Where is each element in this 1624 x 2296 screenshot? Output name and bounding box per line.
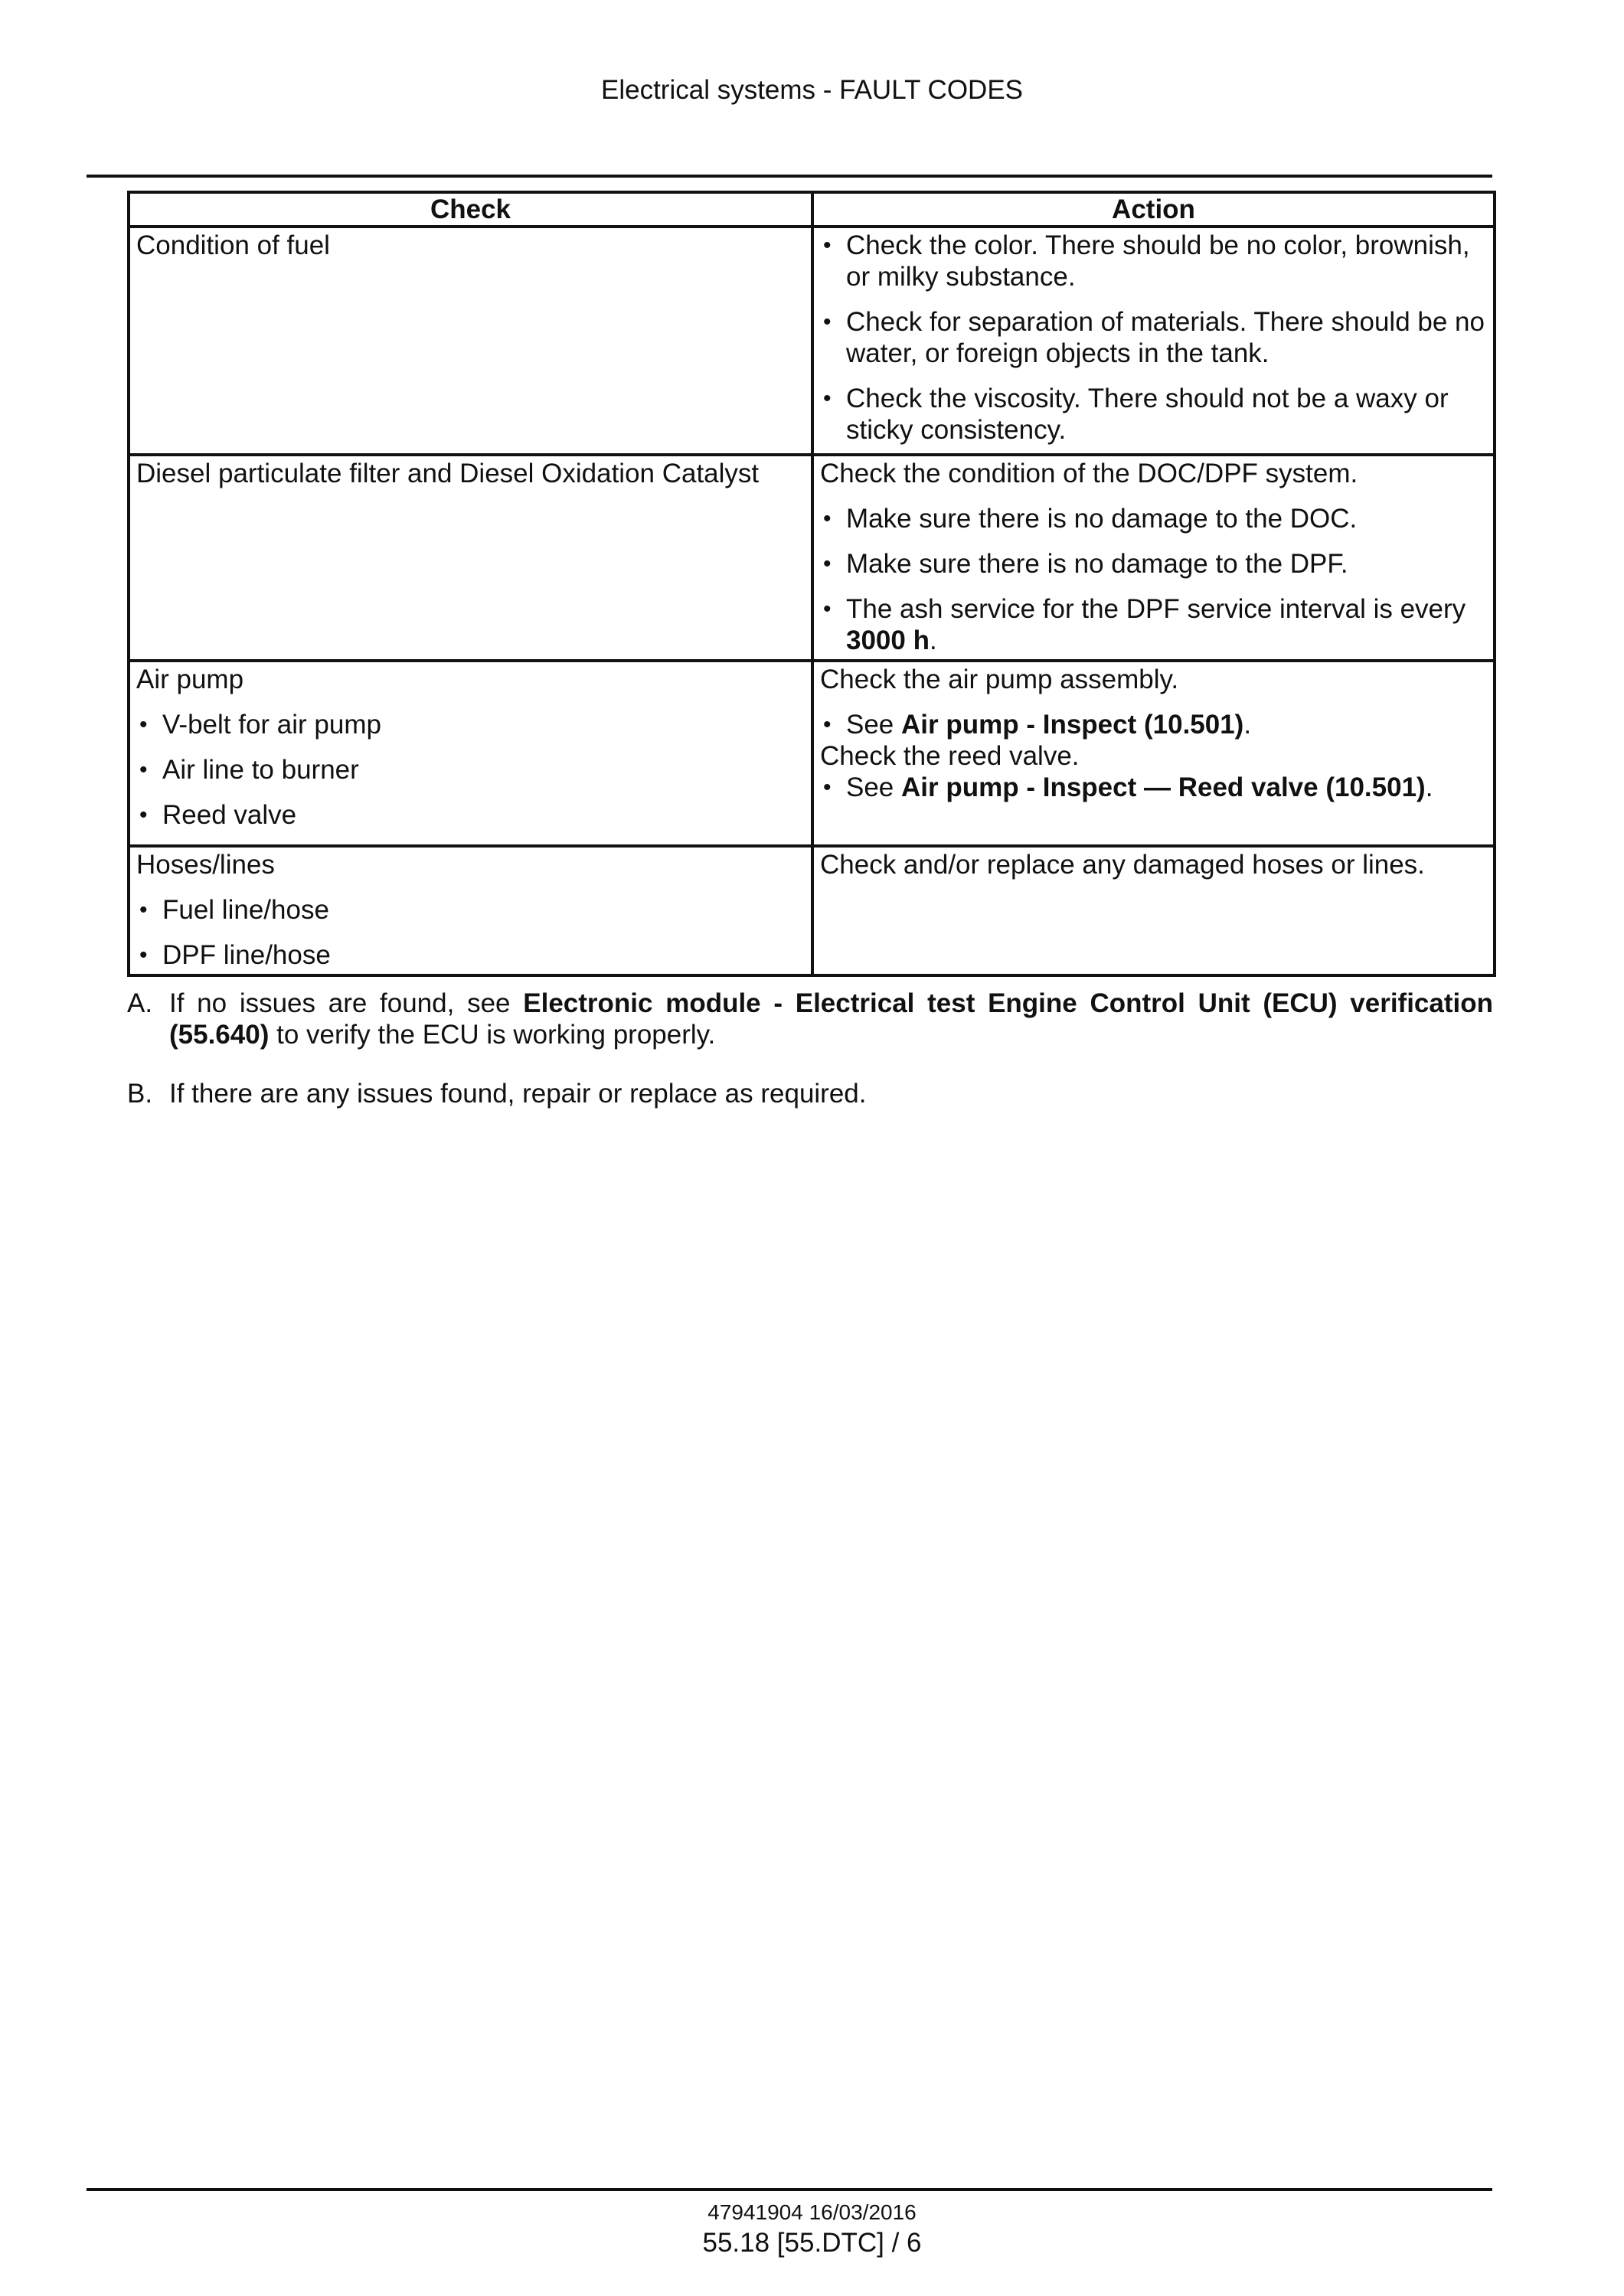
document-id: 47941904 16/03/2016 [707, 2200, 917, 2224]
action-cell [812, 661, 1495, 846]
check-cell [129, 661, 812, 846]
page-reference: 55.18 [55.DTC] / 6 [702, 2228, 922, 2258]
list-item: • DPF line/hose [136, 939, 805, 971]
action-list [820, 230, 1487, 446]
list-item [820, 593, 1487, 656]
list-item: • Fuel line/hose [136, 894, 805, 926]
check-label: Diesel particulate filter and Diesel Oxidation Catalyst [136, 459, 760, 488]
action-list [820, 709, 1487, 740]
see-label: See [846, 710, 894, 740]
list-item: • Reed valve [136, 799, 805, 831]
check-cell [129, 846, 812, 975]
list-item-text: Make sure there is no damage to the DOC. [846, 504, 1358, 534]
note-text: If there are any issues found, repair or replace as required. [169, 1079, 867, 1109]
note-b [127, 1078, 1493, 1109]
header-rule [87, 175, 1492, 178]
period: . [929, 625, 937, 655]
column-header-check: Check [129, 192, 812, 227]
list-item: • V-belt for air pump [136, 709, 805, 740]
check-items-list [136, 894, 805, 971]
action-text: Check and/or replace any damaged hoses or lines. [820, 850, 1425, 880]
action-list [820, 772, 1487, 803]
action-cell [812, 227, 1495, 455]
check-items-list [136, 709, 805, 831]
note-a [127, 988, 1493, 1050]
action-cell [812, 846, 1495, 975]
table-row [129, 846, 1495, 975]
period: . [1243, 710, 1252, 740]
list-item-text: Make sure there is no damage to the DPF. [846, 549, 1348, 579]
note-letter: B. [127, 1079, 153, 1109]
list-item [820, 503, 1487, 534]
check-label: Condition of fuel [136, 230, 330, 260]
reference-link[interactable]: Air pump - Inspect (10.501) [901, 710, 1244, 740]
service-interval-value: 3000 h [846, 625, 930, 655]
list-item-text: The ash service for the DPF service interval is every [846, 594, 1466, 624]
table-row [129, 227, 1495, 455]
check-cell [129, 227, 812, 455]
check-action-table [127, 191, 1496, 977]
table-row [129, 661, 1495, 846]
note-text: to verify the ECU is working properly. [276, 1020, 716, 1050]
list-item: • Check for separation of materials. There should be no water, or foreign objects in the tank. [820, 306, 1487, 369]
reference-link[interactable]: Electronic module - Electrical test Engine Control Unit (ECU) verification (55.640) [169, 988, 1493, 1050]
list-item [820, 772, 1487, 803]
reference-link[interactable]: Air pump - Inspect — Reed valve (10.501) [901, 772, 1426, 802]
check-cell [129, 455, 812, 661]
footer-rule [87, 2188, 1492, 2191]
notes-section [127, 988, 1493, 1137]
list-item: • Air line to burner [136, 754, 805, 785]
period: . [1425, 772, 1433, 802]
action-intro: Check the air pump assembly. [820, 665, 1179, 694]
list-item [820, 548, 1487, 580]
action-list [820, 503, 1487, 656]
list-item: • Check the color. There should be no color, brownish, or milky substance. [820, 230, 1487, 292]
action-intro: Check the reed valve. [820, 741, 1080, 771]
see-label: See [846, 772, 894, 802]
column-header-action: Action [812, 192, 1495, 227]
list-item: • Check the viscosity. There should not be a waxy or sticky consistency. [820, 383, 1487, 446]
check-label: Hoses/lines [136, 850, 275, 880]
page-header: Electrical systems - FAULT CODES [600, 75, 1024, 105]
note-letter: A. [127, 988, 153, 1018]
list-item [820, 709, 1487, 740]
note-text: If no issues are found, see [169, 988, 511, 1018]
action-intro: Check the condition of the DOC/DPF system. [820, 459, 1358, 488]
action-cell [812, 455, 1495, 661]
table-header-row [129, 192, 1495, 227]
check-label: Air pump [136, 665, 244, 694]
table-row [129, 455, 1495, 661]
